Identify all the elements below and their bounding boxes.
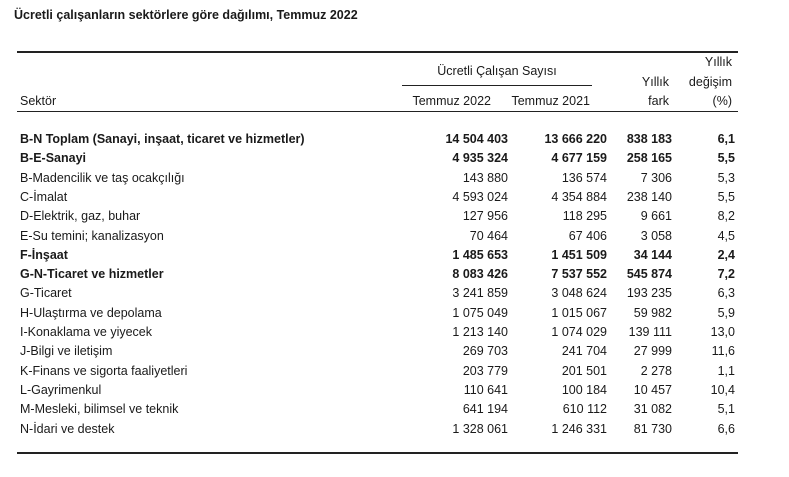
value-2021-cell: 201 501 (561, 363, 607, 378)
annual-change-cell: 10,4 (710, 382, 735, 397)
annual-difference-cell: 10 457 (633, 382, 672, 397)
table-row (17, 207, 738, 226)
sector-name-cell: H-Ulaştırma ve depolama (20, 305, 162, 320)
value-2022-cell: 143 880 (462, 170, 508, 185)
annual-difference-cell: 59 982 (633, 305, 672, 320)
value-2022-cell: 70 464 (469, 228, 508, 243)
annual-difference-cell: 27 999 (633, 344, 672, 359)
value-2022-cell: 1 075 049 (452, 305, 508, 320)
value-2022-cell: 269 703 (462, 344, 508, 359)
sector-name-cell: C-İmalat (20, 189, 68, 204)
annual-difference-cell: 238 140 (626, 189, 672, 204)
annual-change-cell: 6,6 (717, 421, 735, 436)
annual-change-cell: 5,5 (717, 151, 735, 166)
annual-change-cell: 4,5 (717, 228, 735, 243)
table-row (17, 304, 738, 323)
sector-name-cell: B-E-Sanayi (20, 151, 86, 166)
annual-difference-cell: 545 874 (626, 267, 672, 282)
value-2022-cell: 641 194 (462, 402, 508, 417)
annual-difference-cell: 2 278 (640, 363, 672, 378)
table-row (17, 188, 738, 207)
page-title: Ücretli çalışanların sektörlere göre dağılımı, Temmuz 2022 (14, 8, 358, 22)
sector-name-cell: L-Gayrimenkul (20, 382, 102, 397)
col-header-change-line2: değişim (688, 75, 732, 89)
value-2021-cell: 241 704 (561, 344, 607, 359)
table-row (17, 362, 738, 381)
value-2021-cell: 1 451 509 (551, 247, 607, 262)
table-row (17, 284, 738, 303)
annual-change-cell: 8,2 (717, 209, 735, 224)
value-2022-cell: 8 083 426 (452, 267, 508, 282)
header-bottom-rule (17, 111, 738, 112)
sector-name-cell: N-İdari ve destek (20, 421, 115, 436)
value-2022-cell: 110 641 (463, 382, 508, 397)
annual-change-cell: 5,1 (717, 402, 735, 417)
table-row (17, 130, 738, 149)
sector-name-cell: M-Mesleki, bilimsel ve teknik (20, 402, 179, 417)
value-2021-cell: 3 048 624 (551, 286, 607, 301)
value-2022-cell: 1 485 653 (452, 247, 508, 262)
sector-name-cell: J-Bilgi ve iletişim (20, 344, 113, 359)
annual-difference-cell: 7 306 (640, 170, 672, 185)
value-2021-cell: 136 574 (561, 170, 607, 185)
table-row (17, 246, 738, 265)
sector-header: Sektör (20, 94, 57, 108)
sector-name-cell: E-Su temini; kanalizasyon (20, 228, 164, 243)
sector-name-cell: B-Madencilik ve taş ocakçılığı (20, 170, 185, 185)
sector-name-cell: I-Konaklama ve yiyecek (20, 325, 153, 339)
sector-name-cell: G-Ticaret (20, 286, 72, 301)
sector-name-cell: B-N Toplam (Sanayi, inşaat, ticaret ve hizmetler) (20, 132, 305, 146)
value-2022-cell: 4 935 324 (452, 151, 508, 166)
annual-difference-cell: 139 111 (628, 325, 672, 339)
table-row (17, 400, 738, 419)
annual-change-cell: 6,1 (717, 132, 735, 146)
table-row (17, 149, 738, 168)
annual-difference-cell: 81 730 (633, 421, 672, 436)
annual-change-cell: 11,6 (711, 344, 735, 359)
value-2021-cell: 4 677 159 (551, 151, 607, 166)
value-2021-cell: 100 184 (561, 382, 607, 397)
annual-change-cell: 6,3 (717, 286, 735, 301)
col-header-fark-line2: fark (648, 94, 669, 108)
annual-change-cell: 13,0 (710, 325, 735, 339)
value-2022-cell: 3 241 859 (452, 286, 508, 301)
annual-change-cell: 1,1 (717, 363, 735, 378)
annual-difference-cell: 31 082 (633, 402, 672, 417)
value-2022-cell: 1 213 140 (452, 325, 508, 339)
table-row (17, 227, 738, 246)
col-header-change-line1: Yıllık (704, 55, 732, 69)
annual-change-cell: 7,2 (717, 267, 735, 282)
col-header-change-line3: (%) (712, 94, 732, 108)
annual-change-cell: 5,5 (717, 189, 735, 204)
col-header-2021: Temmuz 2021 (511, 94, 590, 108)
col-header-2022: Temmuz 2022 (412, 94, 491, 108)
sector-name-cell: F-İnşaat (20, 247, 68, 262)
value-2021-cell: 610 112 (562, 402, 607, 417)
table-row (17, 265, 738, 284)
group-header-rule (402, 85, 592, 86)
annual-change-cell: 5,9 (717, 305, 735, 320)
annual-difference-cell: 34 144 (633, 247, 672, 262)
value-2022-cell: 4 593 024 (452, 189, 508, 204)
value-2021-cell: 1 015 067 (551, 305, 607, 320)
value-2022-cell: 14 504 403 (445, 132, 508, 146)
value-2021-cell: 1 246 331 (551, 421, 607, 436)
value-2022-cell: 1 328 061 (452, 421, 508, 436)
annual-difference-cell: 258 165 (626, 151, 672, 166)
annual-difference-cell: 838 183 (626, 132, 672, 146)
annual-difference-cell: 3 058 (640, 228, 672, 243)
value-2021-cell: 1 074 029 (551, 325, 607, 339)
table-top-rule (17, 51, 738, 53)
annual-difference-cell: 9 661 (640, 209, 672, 224)
value-2022-cell: 127 956 (462, 209, 508, 224)
sector-name-cell: G-N-Ticaret ve hizmetler (20, 267, 164, 282)
value-2022-cell: 203 779 (462, 363, 508, 378)
annual-change-cell: 2,4 (717, 247, 735, 262)
value-2021-cell: 7 537 552 (551, 267, 607, 282)
table-row (17, 169, 738, 188)
table-row (17, 323, 738, 342)
table-row (17, 381, 738, 400)
table-bottom-rule (17, 452, 738, 454)
value-2021-cell: 67 406 (568, 228, 607, 243)
table-row (17, 420, 738, 439)
sector-name-cell: D-Elektrik, gaz, buhar (20, 209, 141, 224)
annual-change-cell: 5,3 (717, 170, 735, 185)
value-2021-cell: 4 354 884 (551, 189, 607, 204)
sector-name-cell: K-Finans ve sigorta faaliyetleri (20, 363, 188, 378)
annual-difference-cell: 193 235 (626, 286, 672, 301)
group-header-label: Ücretli Çalışan Sayısı (437, 64, 557, 78)
col-header-fark-line1: Yıllık (641, 75, 669, 89)
value-2021-cell: 118 295 (562, 209, 607, 224)
value-2021-cell: 13 666 220 (544, 132, 607, 146)
table-row (17, 342, 738, 361)
